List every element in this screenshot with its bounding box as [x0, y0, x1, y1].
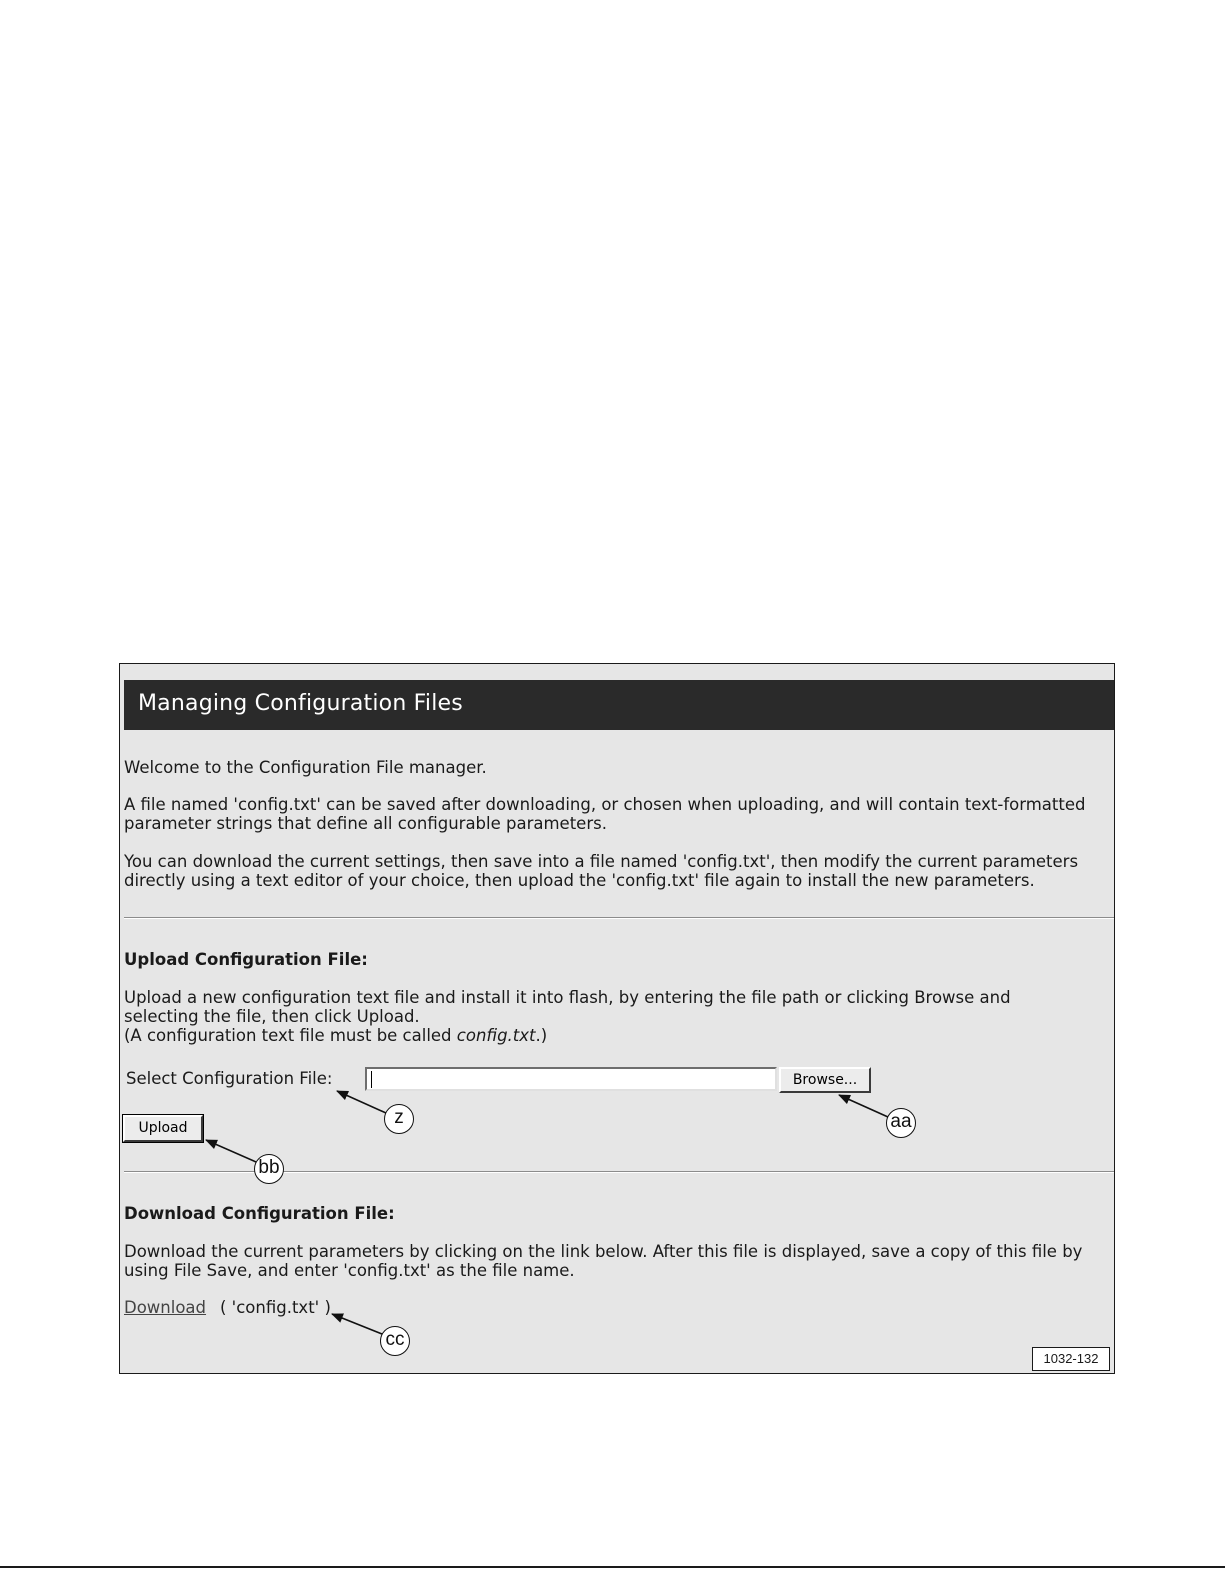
- page-bottom-rule: [0, 1566, 1225, 1568]
- download-description-line-1: Download the current parameters by clicking on the link below. After this file is displayed, save a copy of this file by: [124, 1242, 1083, 1261]
- callout-aa: aa: [886, 1108, 916, 1138]
- callout-bb: bb: [254, 1154, 284, 1184]
- figure-number: 1032-132: [1032, 1347, 1110, 1371]
- callout-aa-arrow: [839, 1095, 888, 1117]
- upload-description-line-1: Upload a new configuration text file and install it into flash, by entering the file path or clicking Browse and: [124, 988, 1011, 1007]
- upload-note-filename: config.txt: [456, 1026, 536, 1045]
- intro-paragraph-2-line-2: directly using a text editor of your choice, then upload the 'config.txt' file again to install the new parameters.: [124, 871, 1035, 890]
- upload-description-line-2: selecting the file, then click Upload.: [124, 1007, 420, 1026]
- callout-cc: cc: [380, 1326, 410, 1356]
- intro-paragraph-2-line-1: You can download the current settings, then save into a file named 'config.txt', then modify the current parameters: [124, 852, 1079, 871]
- upload-note-suffix: .): [535, 1026, 548, 1045]
- callout-cc-arrow: [332, 1314, 382, 1334]
- intro-paragraph-1-line-2: parameter strings that define all configurable parameters.: [124, 814, 607, 833]
- callout-bb-arrow: [206, 1140, 256, 1162]
- callout-z: z: [384, 1104, 414, 1134]
- browse-button[interactable]: Browse...: [779, 1067, 871, 1093]
- download-description-line-2: using File Save, and enter 'config.txt' as the file name.: [124, 1261, 575, 1280]
- upload-button[interactable]: Upload: [123, 1115, 203, 1142]
- upload-note-prefix: (A configuration text file must be called: [124, 1026, 457, 1045]
- download-filename-note: ( 'config.txt' ): [220, 1298, 331, 1317]
- download-heading: Download Configuration File:: [124, 1204, 395, 1223]
- callout-z-arrow: [337, 1091, 386, 1113]
- select-file-label: Select Configuration File:: [126, 1069, 333, 1088]
- page-title: Managing Configuration Files: [138, 691, 463, 716]
- upload-heading: Upload Configuration File:: [124, 950, 368, 969]
- download-link[interactable]: Download: [124, 1298, 207, 1317]
- intro-paragraph-1-line-1: A file named 'config.txt' can be saved after downloading, or chosen when uploading, and will contain text-formatted: [124, 795, 1086, 814]
- welcome-text: Welcome to the Configuration File manager.: [124, 758, 487, 777]
